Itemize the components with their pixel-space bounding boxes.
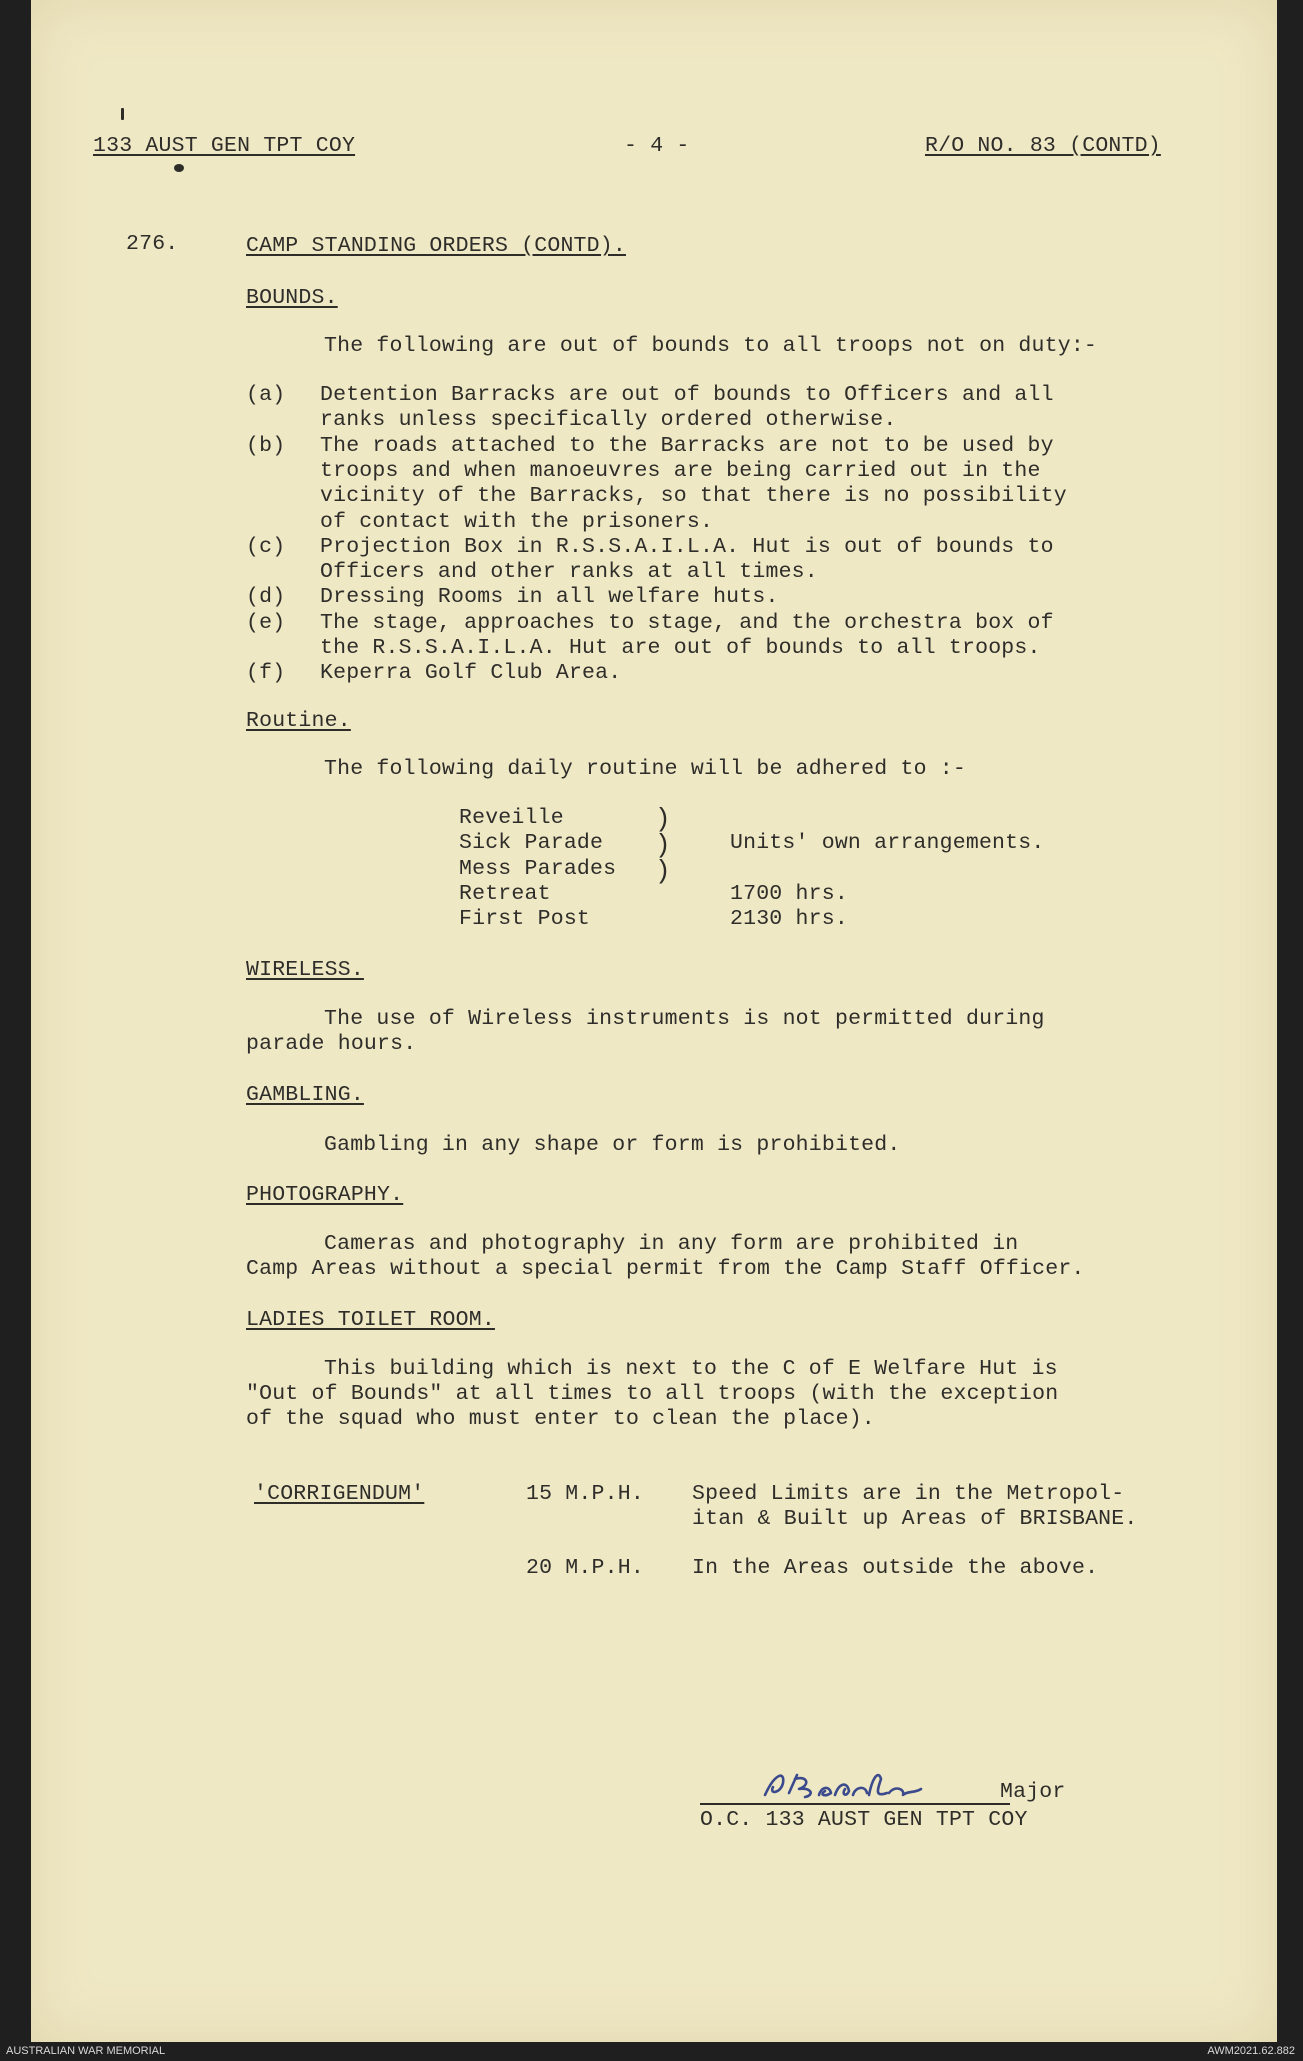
bounds-item-text: vicinity of the Barracks, so that there is no possibility — [320, 484, 1067, 509]
section-number: 276. — [126, 232, 179, 256]
ink-blot — [174, 164, 184, 172]
bounds-item-label: (c) — [246, 534, 286, 559]
routine-item-value: 2130 hrs. — [730, 907, 848, 932]
signature-title: O.C. 133 AUST GEN TPT COY — [700, 1808, 1028, 1832]
section-title: CAMP STANDING ORDERS (CONTD). — [246, 234, 626, 258]
routine-item-value: Units' own arrangements. — [730, 831, 1045, 856]
bounds-item-label: (d) — [246, 585, 286, 610]
gambling-heading: GAMBLING. — [246, 1083, 364, 1107]
bounds-item-label: (a) — [246, 383, 286, 407]
page-number: - 4 - — [624, 134, 690, 158]
bounds-item-text: Projection Box in R.S.S.A.I.L.A. Hut is out of bounds to — [320, 534, 1054, 559]
ladies-line-1: This building which is next to the C of E Welfare Hut is — [324, 1357, 1058, 1381]
bounds-intro: The following are out of bounds to all troops not on duty:- — [324, 334, 1098, 358]
bounds-item-label: (f) — [246, 661, 286, 686]
bounds-item-text: Detention Barracks are out of bounds to Officers and all — [320, 383, 1054, 407]
routine-item-value: 1700 hrs. — [730, 881, 848, 906]
ladies-line-3: of the squad who must enter to clean the place). — [246, 1407, 875, 1431]
routine-intro: The following daily routine will be adhered to :- — [324, 757, 967, 781]
routine-item-name: First Post — [459, 907, 591, 932]
corrigendum-text-2: In the Areas outside the above. — [692, 1556, 1099, 1580]
archive-footer-right: AWM2021.62.882 — [1207, 2045, 1295, 2057]
bounds-item-label: (e) — [246, 610, 286, 635]
bounds-item-label: (b) — [246, 433, 286, 458]
bounds-item-text: Officers and other ranks at all times. — [320, 560, 818, 585]
routine-brace: ) — [655, 830, 671, 860]
routine-item-name: Mess Parades — [459, 856, 617, 881]
bounds-item-text: Keperra Golf Club Area. — [320, 661, 622, 686]
wireless-line-1: The use of Wireless instruments is not permitted during — [324, 1007, 1045, 1031]
corrigendum-text-1b: itan & Built up Areas of BRISBANE. — [692, 1507, 1138, 1531]
bounds-heading: BOUNDS. — [246, 286, 338, 310]
photography-heading: PHOTOGRAPHY. — [246, 1183, 404, 1207]
photography-line-1: Cameras and photography in any form are prohibited in — [324, 1232, 1019, 1256]
routine-item-name: Reveille — [459, 806, 564, 830]
bounds-item-text: of contact with the prisoners. — [320, 509, 714, 534]
bounds-item-text: ranks unless specifically ordered otherwise. — [320, 408, 897, 433]
bounds-item-text: the R.S.S.A.I.L.A. Hut are out of bounds to all troops. — [320, 636, 1041, 660]
gambling-line: Gambling in any shape or form is prohibited. — [324, 1133, 901, 1157]
routine-brace: ) — [655, 804, 671, 834]
routine-item-name: Retreat — [459, 881, 551, 906]
wireless-line-2: parade hours. — [246, 1032, 417, 1056]
archive-footer-left: AUSTRALIAN WAR MEMORIAL — [6, 2045, 166, 2057]
signature-line — [700, 1803, 1010, 1805]
bounds-item-text: The stage, approaches to stage, and the orchestra box of — [320, 610, 1054, 635]
corrigendum-text-1a: Speed Limits are in the Metropol- — [692, 1482, 1125, 1506]
routine-heading: Routine. — [246, 709, 351, 733]
ladies-heading: LADIES TOILET ROOM. — [246, 1308, 495, 1332]
ink-mark — [121, 108, 124, 120]
routine-brace: ) — [655, 856, 671, 886]
wireless-heading: WIRELESS. — [246, 958, 364, 982]
handwritten-signature — [755, 1765, 930, 1807]
routine-item-name: Sick Parade — [459, 831, 604, 856]
header-unit: 133 AUST GEN TPT COY — [93, 134, 356, 158]
photography-line-2: Camp Areas without a special permit from the Camp Staff Officer. — [246, 1257, 1085, 1281]
corrigendum-speed-1: 15 M.P.H. — [526, 1482, 644, 1506]
bounds-item-text: troops and when manoeuvres are being carried out in the — [320, 458, 1041, 483]
signature-rank: Major — [1000, 1780, 1066, 1804]
bounds-item-text: Dressing Rooms in all welfare huts. — [320, 585, 779, 610]
header-order-number: R/O NO. 83 (CONTD) — [925, 134, 1161, 158]
ladies-line-2: "Out of Bounds" at all times to all troops (with the exception — [246, 1382, 1059, 1406]
corrigendum-label: 'CORRIGENDUM' — [254, 1482, 425, 1506]
corrigendum-speed-2: 20 M.P.H. — [526, 1556, 644, 1580]
bounds-item-text: The roads attached to the Barracks are not to be used by — [320, 433, 1054, 458]
